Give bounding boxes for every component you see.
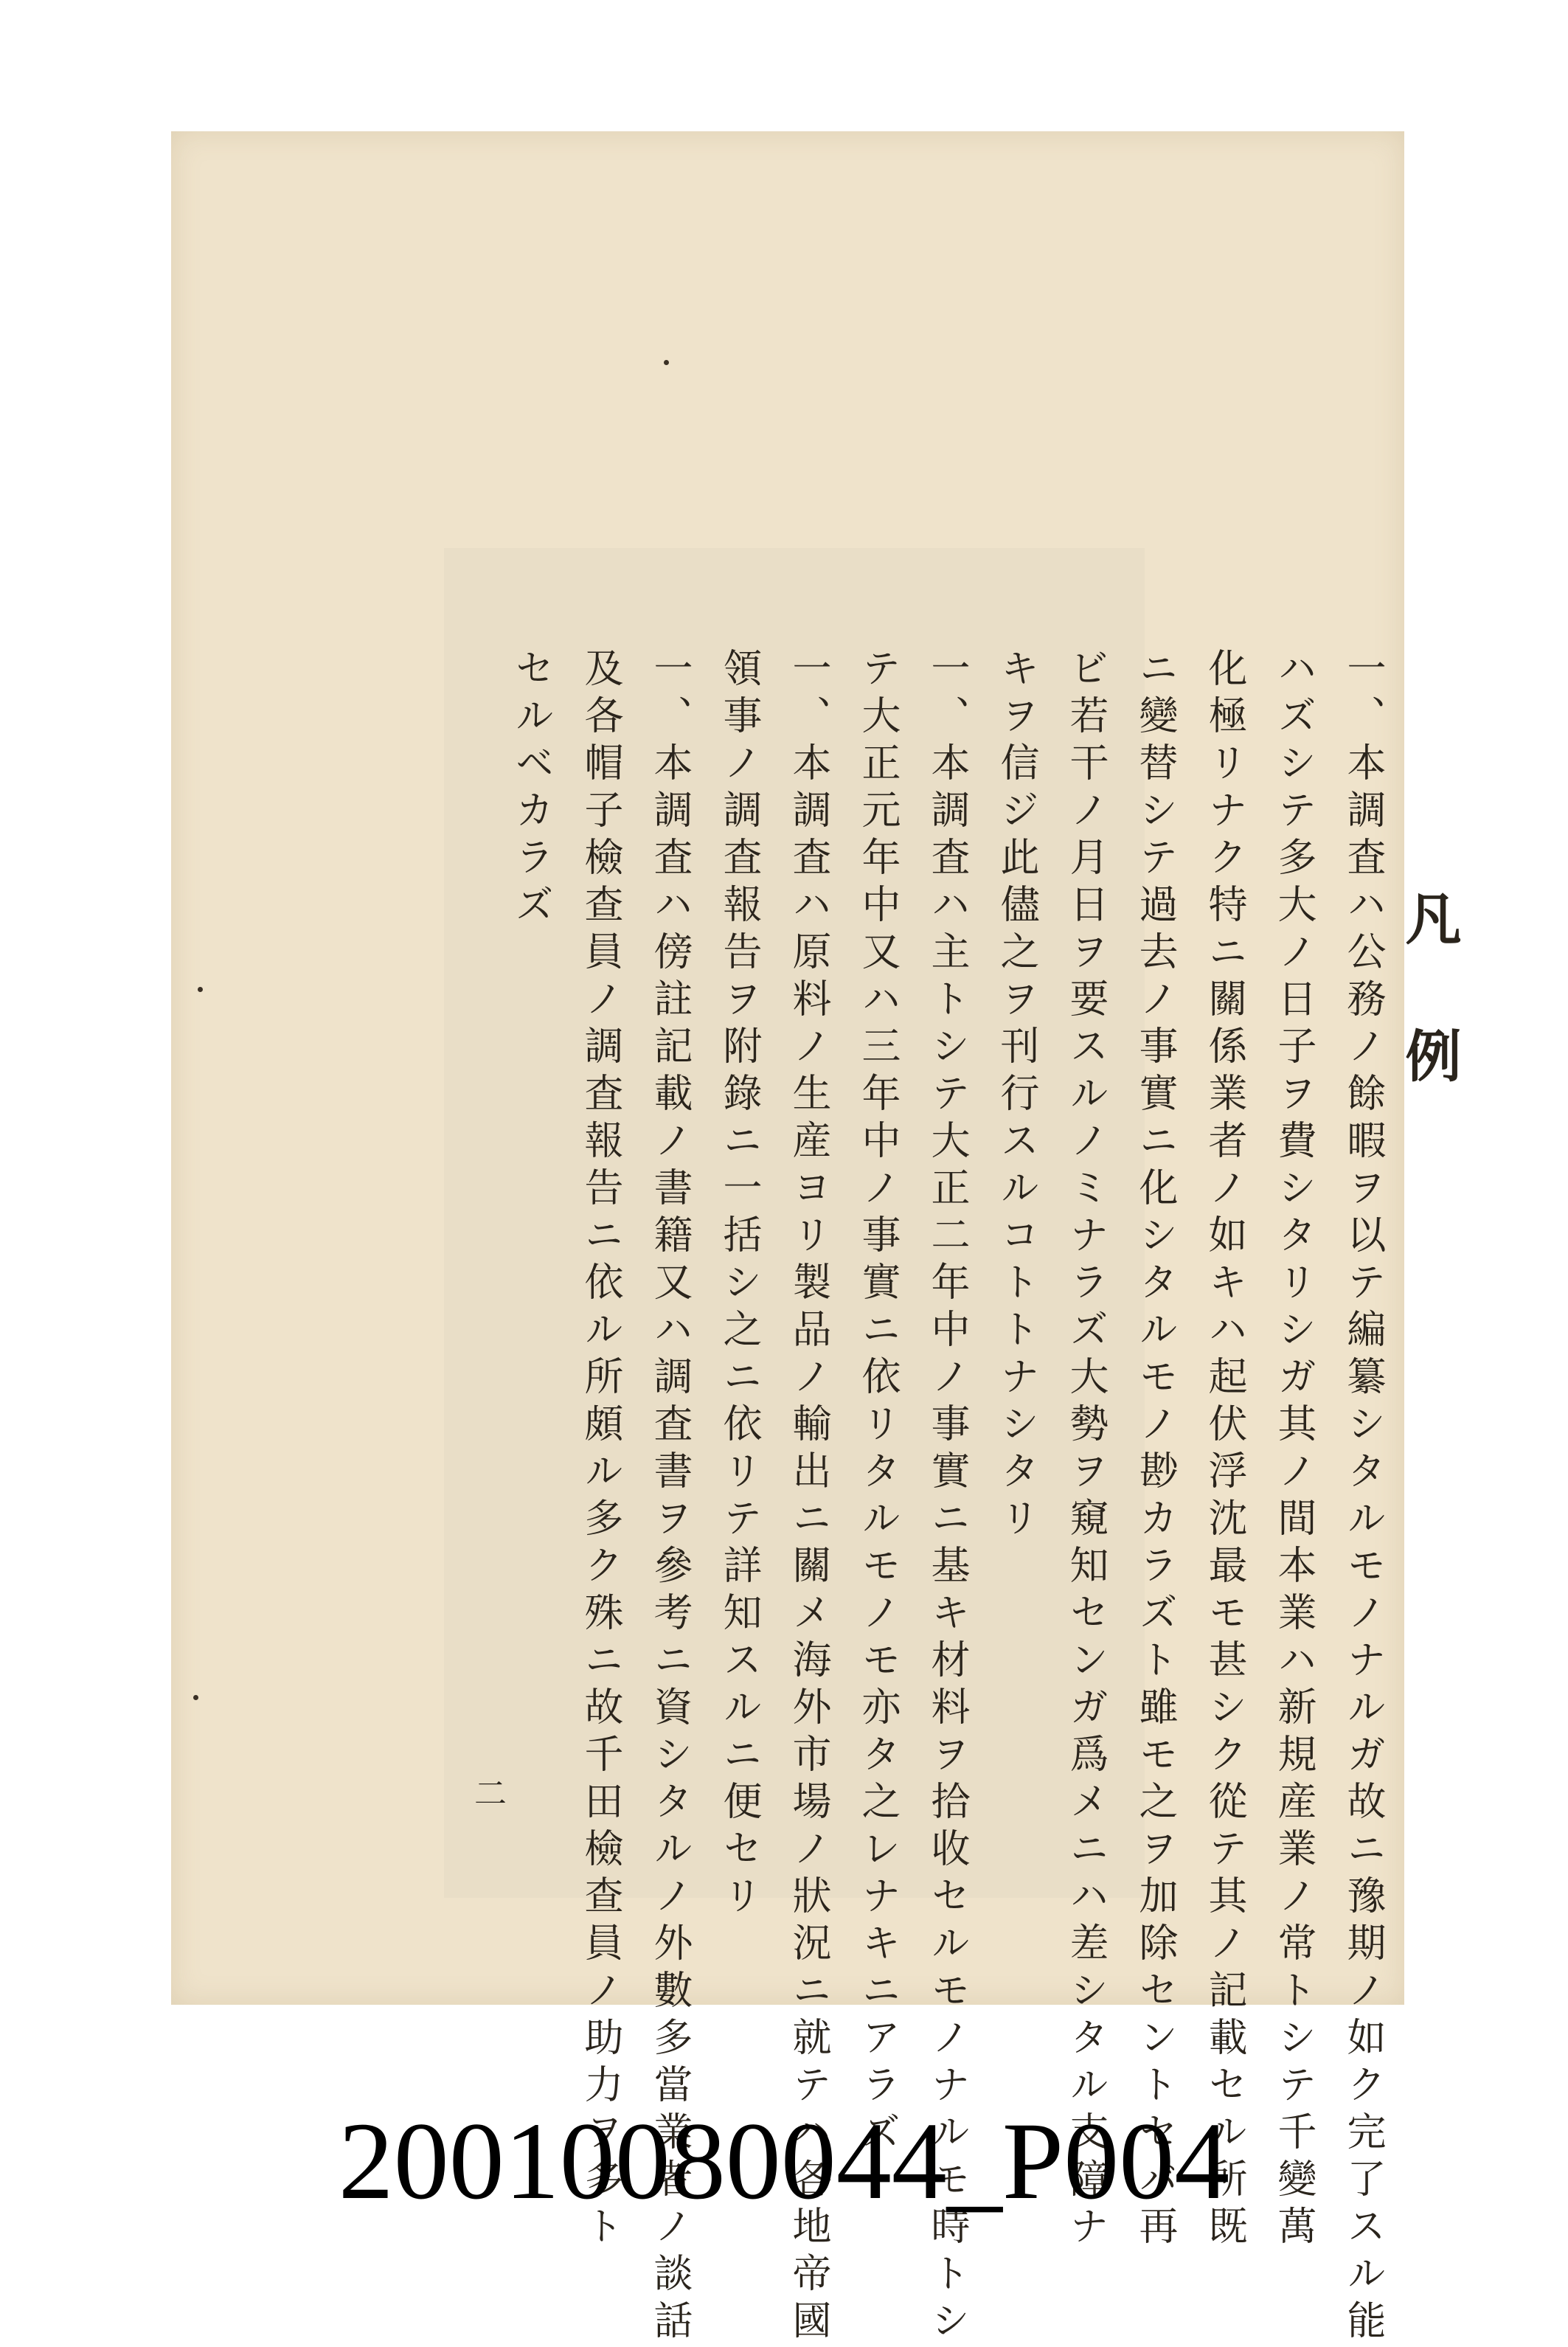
page-title: 凡例 <box>1396 890 1462 1164</box>
text-column: 一、本調査ハ主トシテ大正二年中ノ事實ニ基キ材料ヲ拾收セルモノナルモ時トシ <box>925 648 970 2347</box>
text-column: ニ變替シテ過去ノ事實ニ化シタルモノ尠カラズト雖モ之ヲ加除セントセバ再 <box>1133 648 1178 2253</box>
text-column: セルベカラズ <box>509 648 554 931</box>
paper-speck <box>664 360 669 365</box>
text-column: 領事ノ調査報告ヲ附錄ニ一括シ之ニ依リテ詳知スルニ便セリ <box>717 648 762 1922</box>
image-id-caption: 20010080044_P004 <box>338 2100 1230 2222</box>
text-column: キヲ信ジ此儘之ヲ刊行スルコトトナシタリ <box>994 648 1039 1545</box>
text-column: 一、本調査ハ傍註記載ノ書籍又ハ調査書ヲ參考ニ資シタルノ外數多當業者ノ談話 <box>648 648 693 2347</box>
text-column: 一、本調査ハ原料ノ生産ヨリ製品ノ輸出ニ關メ海外市場ノ狀況ニ就テハ各地帝國 <box>786 648 831 2347</box>
paper-speck <box>198 987 203 992</box>
text-column: 化極リナク特ニ關係業者ノ如キハ起伏浮沈最モ甚シク從テ其ノ記載セル所既 <box>1202 648 1247 2253</box>
text-column: 一、本調査ハ公務ノ餘暇ヲ以テ編纂シタルモノナルガ故ニ豫期ノ如ク完了スル能 <box>1341 648 1386 2347</box>
text-column: テ大正元年中又ハ三年中ノ事實ニ依リタルモノモ亦タ之レナキニアラズ <box>856 648 901 2158</box>
paper-speck <box>193 1695 198 1700</box>
text-column: 及各帽子檢查員ノ調査報告ニ依ル所頗ル多ク殊ニ故千田檢查員ノ助力ヲ多ト <box>578 648 623 2253</box>
text-column: ハズシテ多大ノ日子ヲ費シタリシガ其ノ間本業ハ新規産業ノ常トシテ千變萬 <box>1272 648 1317 2253</box>
text-column: ビ若干ノ月日ヲ要スルノミナラズ大勢ヲ窺知センガ爲メニハ差シタル支障ナ <box>1064 648 1109 2253</box>
page-number: 二 <box>468 1776 506 1809</box>
